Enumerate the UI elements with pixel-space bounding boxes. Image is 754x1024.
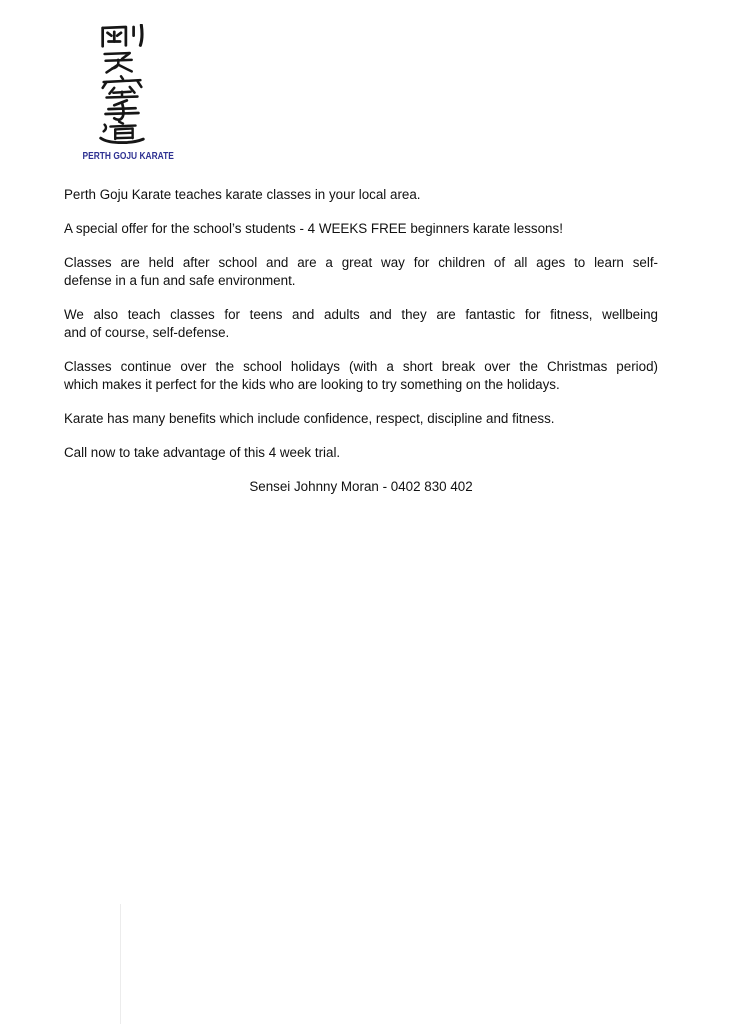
paragraph-2 (64, 220, 658, 238)
document-body (64, 186, 658, 512)
text-line: defense in a fun and safe environment. (64, 273, 296, 288)
text-line: A special offer for the school’s students - 4 WEEKS FREE beginners karate lessons! (64, 221, 563, 236)
paragraph-7 (64, 444, 658, 462)
text-line: Karate has many benefits which include confidence, respect, discipline and fitness. (64, 411, 555, 426)
paragraph-4 (64, 306, 658, 342)
faint-artifact-line (120, 904, 121, 1024)
text-line: which makes it perfect for the kids who are looking to try something on the holidays. (64, 377, 560, 392)
paragraph-6 (64, 410, 658, 428)
logo-wordmark: PERTH GOJU KARATE (82, 151, 174, 162)
text-line: Sensei Johnny Moran - 0402 830 402 (249, 479, 473, 494)
text-line: Classes are held after school and are a great way for children of all ages to learn self- (64, 255, 658, 270)
paragraph-3 (64, 254, 658, 290)
paragraph-1 (64, 186, 658, 204)
text-line: Classes continue over the school holidays (with a short break over the Christmas period) (64, 359, 658, 374)
perth-goju-karate-logo (75, 24, 174, 162)
paragraph-5 (64, 358, 658, 394)
text-line: and of course, self-defense. (64, 325, 230, 340)
goju-karate-do-calligraphy-icon (93, 24, 151, 144)
text-line: Perth Goju Karate teaches karate classes in your local area. (64, 187, 421, 202)
text-line: Call now to take advantage of this 4 week trial. (64, 445, 341, 460)
paragraph-8 (64, 478, 658, 496)
text-line: We also teach classes for teens and adults and they are fantastic for fitness, wellbeing (64, 307, 658, 322)
